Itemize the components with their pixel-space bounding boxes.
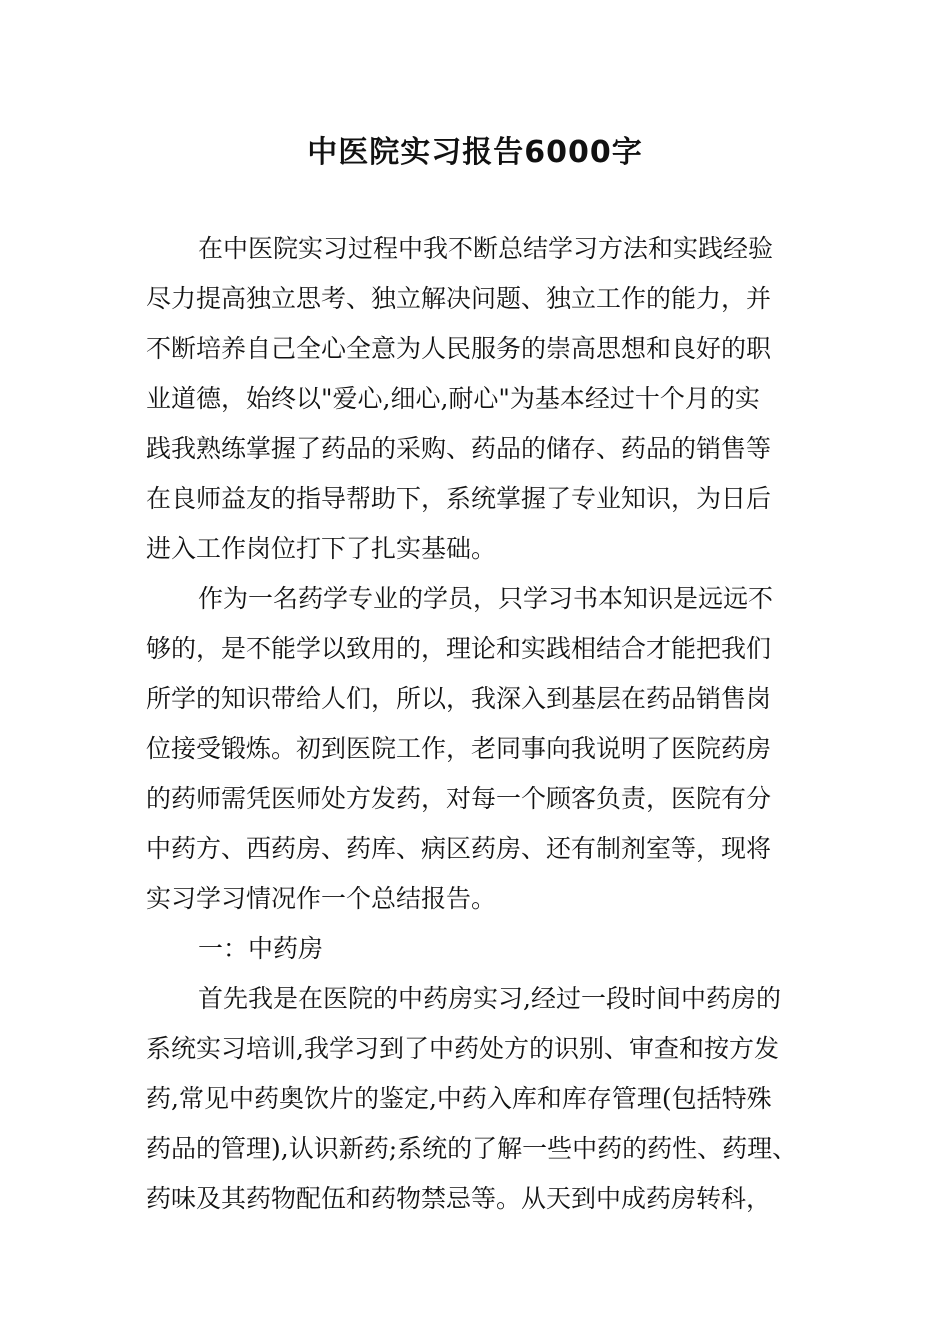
- paragraph-2-line-5: 的药师需凭医师处方发药，对每一个顾客负责，医院有分: [146, 784, 772, 813]
- paragraph-3-line-3: 药,常见中药奥饮片的鉴定,中药入库和库存管理(包括特殊: [146, 1084, 772, 1113]
- section-heading: 一：中药房: [198, 934, 324, 963]
- paragraph-1-line-2: 尽力提高独立思考、独立解决问题、独立工作的能力，并: [146, 284, 772, 313]
- paragraph-2-line-7: 实习学习情况作一个总结报告。: [146, 884, 497, 913]
- paragraph-2-line-3: 所学的知识带给人们，所以，我深入到基层在药品销售岗: [146, 684, 772, 713]
- paragraph-3-line-2: 系统实习培训,我学习到了中药处方的识别、审查和按方发: [146, 1034, 779, 1063]
- paragraph-1-line-6: 在良师益友的指导帮助下，系统掌握了专业知识，为日后: [146, 484, 772, 513]
- paragraph-2-line-2: 够的，是不能学以致用的，理论和实践相结合才能把我们: [146, 634, 772, 663]
- paragraph-1-line-3: 不断培养自己全心全意为人民服务的崇高思想和良好的职: [146, 334, 772, 363]
- document-title: 中医院实习报告6000字: [307, 135, 643, 170]
- document-body: [146, 224, 806, 1224]
- paragraph-1-line-5: 践我熟练掌握了药品的采购、药品的储存、药品的销售等: [146, 434, 772, 463]
- paragraph-3-line-1: 首先我是在医院的中药房实习,经过一段时间中药房的: [198, 984, 781, 1013]
- paragraph-2-line-4: 位接受锻炼。初到医院工作，老同事向我说明了医院药房: [146, 734, 772, 763]
- paragraph-1-line-7: 进入工作岗位打下了扎实基础。: [146, 534, 497, 563]
- paragraph-3-line-4: 药品的管理),认识新药;系统的了解一些中药的药性、药理、: [146, 1134, 798, 1163]
- paragraph-1-line-4: 业道德，始终以"爱心,细心,耐心"为基本经过十个月的实: [146, 384, 760, 413]
- paragraph-2-line-1: 作为一名药学专业的学员，只学习书本知识是远远不: [198, 584, 774, 613]
- paragraph-2-line-6: 中药方、西药房、药库、病区药房、还有制剂室等，现将: [146, 834, 772, 863]
- paragraph-1-line-1: 在中医院实习过程中我不断总结学习方法和实践经验: [198, 234, 774, 263]
- paragraph-3-line-5: 药味及其药物配伍和药物禁忌等。从天到中成药房转科，: [146, 1184, 772, 1213]
